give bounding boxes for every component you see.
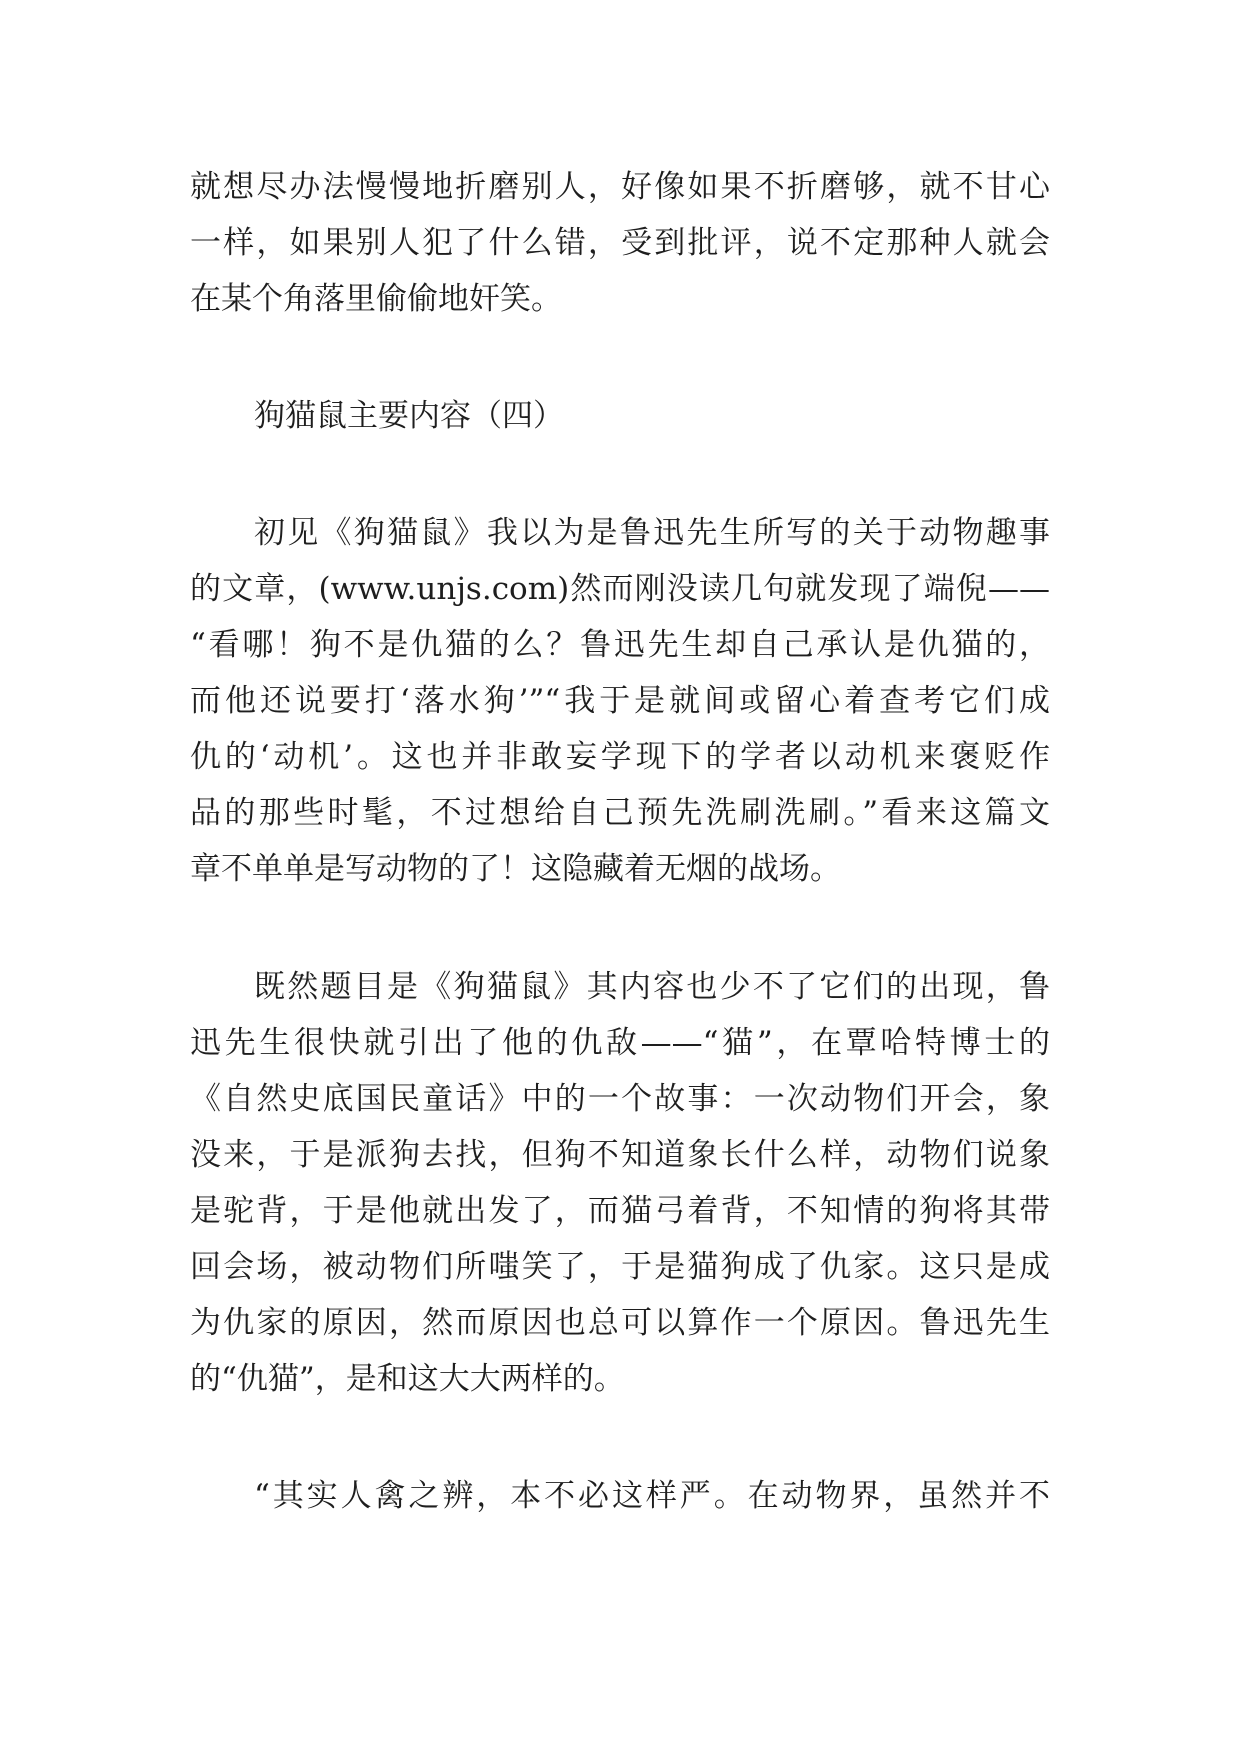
paragraph-line: 仇的‘动机’。这也并非敢妄学现下的学者以动机来褒贬作 — [190, 739, 1050, 775]
paragraph-line: 章不单单是写动物的了！这隐藏着无烟的战场。 — [190, 851, 841, 887]
paragraph-line: 既然题目是《狗猫鼠》其内容也少不了它们的出现，鲁 — [254, 969, 1050, 1005]
section-heading: 狗猫鼠主要内容（四） — [254, 398, 564, 434]
paragraph-line: 在某个角落里偷偷地奸笑。 — [190, 281, 562, 317]
paragraph-line: 就想尽办法慢慢地折磨别人，好像如果不折磨够，就不甘心 — [190, 169, 1050, 205]
paragraph-line: 为仇家的原因，然而原因也总可以算作一个原因。鲁迅先生 — [190, 1305, 1050, 1341]
paragraph-line: 是驼背，于是他就出发了，而猫弓着背，不知情的狗将其带 — [190, 1193, 1050, 1229]
paragraph-line: 迅先生很快就引出了他的仇敌——“猫”，在覃哈特博士的 — [190, 1025, 1050, 1061]
paragraph-line: 回会场，被动物们所嗤笑了，于是猫狗成了仇家。这只是成 — [190, 1249, 1050, 1285]
paragraph-line: 而他还说要打‘落水狗’”“我于是就间或留心着查考它们成 — [190, 683, 1050, 719]
paragraph-line: 一样，如果别人犯了什么错，受到批评，说不定那种人就会 — [190, 225, 1050, 261]
paragraph-line: 的文章，(www.unjs.com)然而刚没读几句就发现了端倪—— — [190, 571, 1050, 607]
paragraph-line: 没来，于是派狗去找，但狗不知道象长什么样，动物们说象 — [190, 1137, 1050, 1173]
paragraph-line: “其实人禽之辨，本不必这样严。在动物界，虽然并不 — [254, 1478, 1050, 1514]
paragraph-line: 的“仇猫”，是和这大大两样的。 — [190, 1361, 625, 1397]
paragraph-line: 品的那些时髦，不过想给自己预先洗刷洗刷。”看来这篇文 — [190, 795, 1050, 831]
paragraph-line: “看哪！狗不是仇猫的么？鲁迅先生却自己承认是仇猫的， — [190, 627, 1050, 663]
paragraph-line: 《自然史底国民童话》中的一个故事：一次动物们开会，象 — [190, 1081, 1050, 1117]
paragraph-line: 初见《狗猫鼠》我以为是鲁迅先生所写的关于动物趣事 — [254, 515, 1050, 551]
